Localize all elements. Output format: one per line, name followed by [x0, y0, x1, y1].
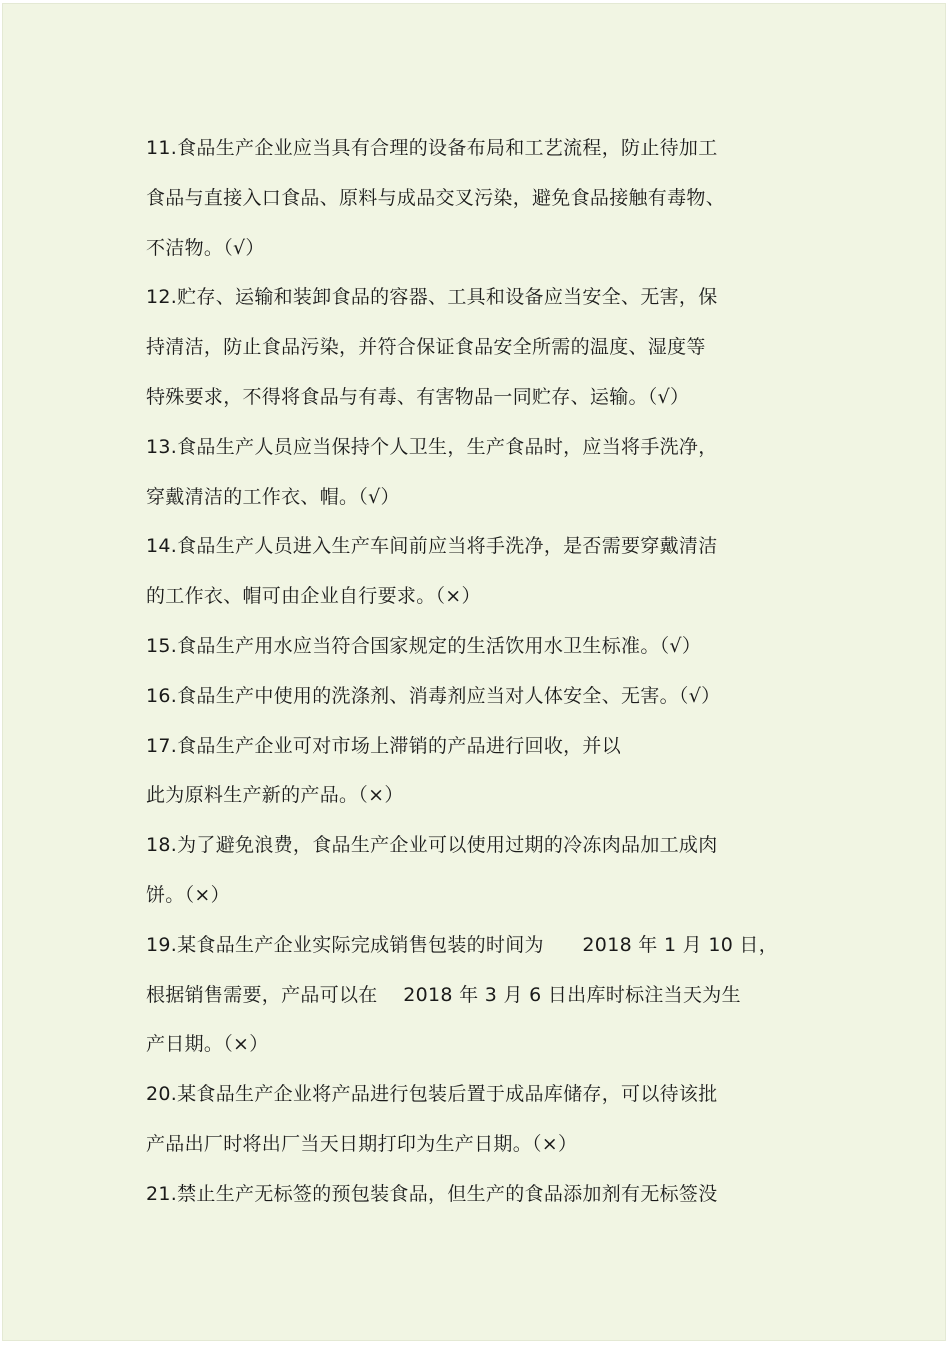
text-line: 食品与直接入口食品、原料与成品交叉污染，避免食品接触有毒物、: [146, 186, 726, 209]
text-line: 的工作衣、帽可由企业自行要求。（×）: [146, 585, 481, 608]
text-line: 14.食品生产人员进入生产车间前应当将手洗净，是否需要穿戴清洁: [146, 535, 718, 558]
text-line: 根据销售需要，产品可以在 2018 年 3 月 6 日出库时标注当天为生: [146, 983, 741, 1006]
text-line: 19.某食品生产企业实际完成销售包装的时间为 2018 年 1 月 10 日，: [146, 933, 779, 956]
text-line: 20.某食品生产企业将产品进行包装后置于成品库储存，可以待该批: [146, 1083, 718, 1106]
text-line: 饼。（×）: [146, 883, 230, 906]
text-line: 产品出厂时将出厂当天日期打印为生产日期。（×）: [146, 1132, 578, 1155]
text-line: 12.贮存、运输和装卸食品的容器、工具和设备应当安全、无害，保: [146, 286, 718, 309]
text-line: 17.食品生产企业可对市场上滞销的产品进行回收，并以: [146, 734, 622, 757]
text-line: 15.食品生产用水应当符合国家规定的生活饮用水卫生标准。（√）: [146, 634, 702, 657]
text-line: 不洁物。（√）: [146, 236, 265, 259]
text-line: 11.食品生产企业应当具有合理的设备布局和工艺流程，防止待加工: [146, 137, 718, 159]
document-body: [146, 128, 836, 1224]
text-line: 产日期。（×）: [146, 1033, 269, 1056]
text-line: 16.食品生产中使用的洗涤剂、消毒剂应当对人体安全、无害。（√）: [146, 684, 721, 707]
text-line: 21.禁止生产无标签的预包装食品，但生产的食品添加剂有无标签没: [146, 1182, 718, 1205]
document-page: [2, 3, 946, 1341]
text-line: 持清洁，防止食品污染，并符合保证食品安全所需的温度、湿度等: [146, 336, 706, 359]
text-line: 穿戴清洁的工作衣、帽。（√）: [146, 485, 400, 508]
text-line: 此为原料生产新的产品。（×）: [146, 784, 404, 807]
text-line: 特殊要求，不得将食品与有毒、有害物品一同贮存、运输。（√）: [146, 385, 690, 408]
text-line: 13.食品生产人员应当保持个人卫生，生产食品时，应当将手洗净，: [146, 435, 718, 458]
text-line: 18.为了避免浪费，食品生产企业可以使用过期的冷冻肉品加工成肉: [146, 834, 718, 857]
